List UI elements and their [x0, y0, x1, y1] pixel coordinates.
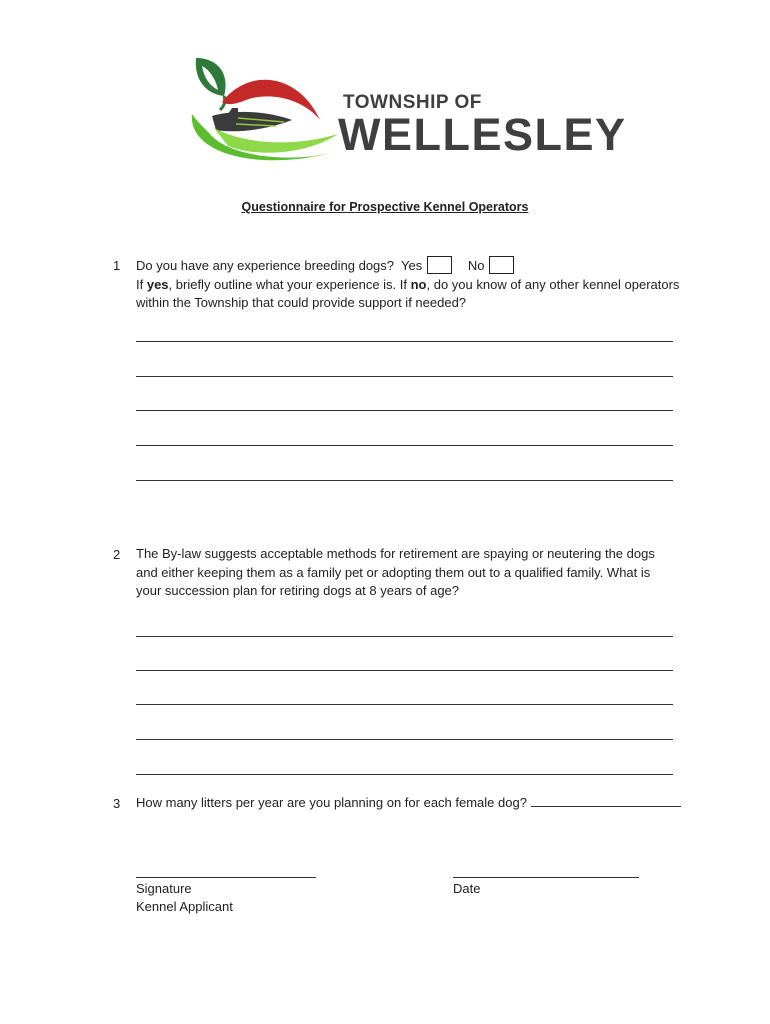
q1-mid-text: , briefly outline what your experience is. If: [168, 276, 411, 292]
logo-line-township-of: TOWNSHIP OF: [343, 92, 482, 113]
no-checkbox[interactable]: [489, 256, 514, 274]
q1-no-bold: no: [410, 276, 427, 292]
question-1-main-text: Do you have any experience breeding dogs?: [136, 258, 395, 273]
question-1-number: 1: [113, 258, 121, 273]
q1-if-text: If: [136, 276, 147, 292]
township-logo: [188, 54, 643, 174]
page-title: Questionnaire for Prospective Kennel Operators: [241, 200, 529, 214]
answer-line[interactable]: [136, 445, 673, 446]
question-2-text: The By-law suggests acceptable methods for retirement are spaying or neutering the dogs and either keeping them as a family pet or adopting them out to a qualified family. What is your succession plan for retiring dogs at 8 years of age?: [136, 546, 655, 598]
answer-line[interactable]: [136, 410, 673, 411]
kennel-applicant-label: Kennel Applicant: [136, 899, 233, 914]
signature-line[interactable]: [136, 877, 316, 878]
date-label: Date: [453, 881, 481, 896]
q1-end-text: , do you know of any other kennel operators: [426, 276, 680, 292]
yes-label: Yes: [401, 258, 423, 273]
question-3-number: 3: [113, 796, 121, 811]
answer-line[interactable]: [136, 636, 673, 637]
answer-line[interactable]: [136, 341, 673, 342]
litters-answer-line[interactable]: [531, 794, 681, 807]
answer-line[interactable]: [136, 739, 673, 740]
date-line[interactable]: [453, 877, 639, 878]
yes-checkbox[interactable]: [427, 256, 452, 274]
question-3-text: How many litters per year are you planning on for each female dog?: [136, 795, 527, 810]
signature-label: Signature: [136, 881, 192, 896]
question-2-number: 2: [113, 547, 121, 562]
question-1-line-2: [136, 276, 696, 295]
answer-line[interactable]: [136, 704, 673, 705]
question-3-row: [136, 794, 696, 813]
answer-line[interactable]: [136, 480, 673, 481]
question-1-text: [136, 256, 696, 313]
q1-yes-bold: yes: [146, 276, 169, 292]
answer-line[interactable]: [136, 774, 673, 775]
answer-line[interactable]: [136, 670, 673, 671]
question-1-line-3: within the Township that could provide support if needed?: [136, 295, 467, 310]
township-leaf-icon: [188, 54, 338, 174]
answer-line[interactable]: [136, 376, 673, 377]
question-1-line-1: [136, 256, 696, 276]
logo-line-wellesley: WELLESLEY: [338, 109, 627, 160]
no-label: No: [467, 258, 485, 273]
